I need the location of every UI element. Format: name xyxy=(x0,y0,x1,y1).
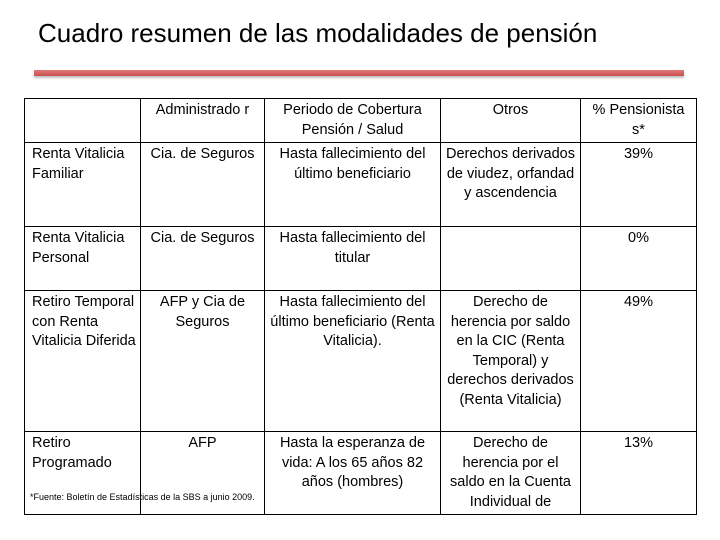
table-row xyxy=(25,143,697,227)
header-porcentaje: % Pensionista s* xyxy=(581,99,697,143)
administrador-cell: AFP xyxy=(141,432,265,515)
otros-cell: Derecho de herencia por saldo en la CIC (Renta Temporal) y derechos derivados (Renta Vitalicia) xyxy=(441,291,581,432)
source-footnote: *Fuente: Boletín de Estadísticas de la SBS a junio 2009. xyxy=(30,492,255,502)
header-empty xyxy=(25,99,141,143)
periodo-cell: Hasta fallecimiento del último beneficiario xyxy=(265,143,441,227)
header-administrador: Administrado r xyxy=(141,99,265,143)
modalidad-cell: Retiro Programado xyxy=(25,432,141,515)
table-header-row xyxy=(25,99,697,143)
header-otros: Otros xyxy=(441,99,581,143)
modalidad-cell: Renta Vitalicia Personal xyxy=(25,227,141,291)
administrador-cell: AFP y Cia de Seguros xyxy=(141,291,265,432)
header-periodo-cobertura: Periodo de Cobertura Pensión / Salud xyxy=(265,99,441,143)
pension-summary-table xyxy=(24,98,697,515)
table-row xyxy=(25,432,697,515)
slide-title: Cuadro resumen de las modalidades de pensión xyxy=(38,18,598,48)
otros-cell: Derecho de herencia por el saldo en la Cuenta Individual de xyxy=(441,432,581,515)
periodo-cell: Hasta fallecimiento del último beneficiario (Renta Vitalicia). xyxy=(265,291,441,432)
porcentaje-cell: 13% xyxy=(581,432,697,515)
table-row xyxy=(25,227,697,291)
periodo-cell: Hasta fallecimiento del titular xyxy=(265,227,441,291)
table-row xyxy=(25,291,697,432)
porcentaje-cell: 0% xyxy=(581,227,697,291)
otros-cell: Derechos derivados de viudez, orfandad y ascendencia xyxy=(441,143,581,227)
modalidad-cell: Renta Vitalicia Familiar xyxy=(25,143,141,227)
porcentaje-cell: 39% xyxy=(581,143,697,227)
periodo-cell: Hasta la esperanza de vida: A los 65 años 82 años (hombres) xyxy=(265,432,441,515)
administrador-cell: Cia. de Seguros xyxy=(141,227,265,291)
administrador-cell: Cia. de Seguros xyxy=(141,143,265,227)
title-underline xyxy=(34,70,684,76)
otros-cell xyxy=(441,227,581,291)
modalidad-cell: Retiro Temporal con Renta Vitalicia Diferida xyxy=(25,291,141,432)
porcentaje-cell: 49% xyxy=(581,291,697,432)
